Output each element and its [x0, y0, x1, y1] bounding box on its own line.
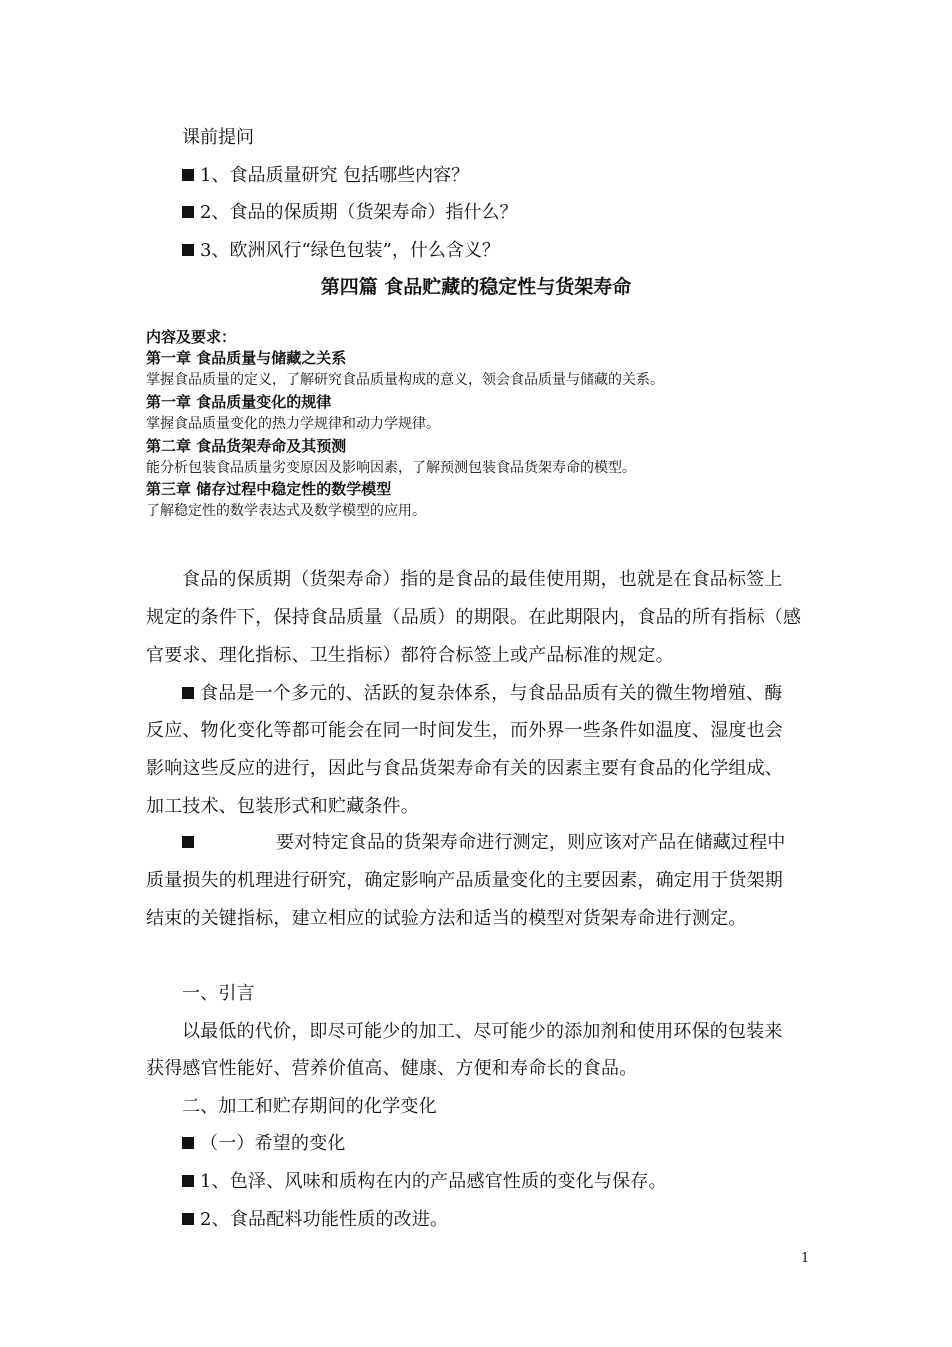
paragraph-line: 规定的条件下，保持食品质量（品质）的期限。在此期限内，食品的所有指标（感: [146, 607, 802, 628]
square-bullet-icon: [182, 836, 194, 848]
paragraph-line: 质量损失的机理进行研究，确定影响产品质量变化的主要因素，确定用于货架期: [146, 870, 783, 891]
square-bullet-icon: [182, 169, 194, 181]
requirement-desc: 掌握食品质量变化的热力学规律和动力学规律。: [146, 416, 440, 432]
requirement-title: 第一章 食品质量与储藏之关系: [146, 349, 347, 367]
question-item: 3、欧洲风行“绿色包装”，什么含义？: [182, 236, 500, 262]
question-item: 1、食品质量研究 包括哪些内容？: [182, 161, 469, 187]
pre-questions-heading: 课前提问: [182, 127, 254, 148]
requirement-desc: 掌握食品质量的定义，了解研究食品质量构成的意义，领会食品质量与储藏的关系。: [146, 372, 664, 388]
page-number: 1: [801, 1251, 810, 1266]
paragraph-line: 结束的关键指标，建立相应的试验方法和适当的模型对货架寿命进行测定。: [146, 908, 747, 929]
list-item: （一）希望的变化: [182, 1129, 346, 1155]
paragraph-line: 官要求、理化指标、卫生指标）都符合标签上或产品标准的规定。: [146, 645, 674, 666]
paragraph-line: 影响这些反应的进行，因此与食品货架寿命有关的因素主要有食品的化学组成、: [146, 758, 783, 779]
requirement-title: 第二章 食品货架寿命及其预测: [146, 437, 347, 455]
chapter-title: 第四篇 食品贮藏的稳定性与货架寿命: [320, 276, 632, 298]
paragraph-line: 要对特定食品的货架寿命进行测定，则应该对产品在储藏过程中: [182, 828, 786, 854]
requirement-desc: 了解稳定性的数学表达式及数学模型的应用。: [146, 503, 426, 519]
square-bullet-icon: [182, 206, 194, 218]
square-bullet-icon: [182, 1137, 194, 1149]
requirement-desc: 能分析包装食品质量劣变原因及影响因素，了解预测包装食品货架寿命的模型。: [146, 460, 636, 476]
list-item: 1、色泽、风味和质构在内的产品感官性质的变化与保存。: [182, 1167, 667, 1193]
requirement-title: 第三章 储存过程中稳定性的数学模型: [146, 480, 392, 498]
section-heading: 二、加工和贮存期间的化学变化: [182, 1096, 437, 1117]
paragraph-line: 以最低的代价，即尽可能少的加工、尽可能少的添加剂和使用环保的包装来: [182, 1021, 783, 1042]
paragraph-line: 获得感官性能好、营养价值高、健康、方便和寿命长的食品。: [146, 1058, 638, 1079]
list-item: 2、食品配料功能性质的改进。: [182, 1205, 448, 1231]
intro-heading: 一、引言: [182, 983, 255, 1004]
requirement-title: 第一章 食品质量变化的规律: [146, 393, 332, 411]
square-bullet-icon: [182, 244, 194, 256]
paragraph-line: 加工技术、包装形式和贮藏条件。: [146, 796, 419, 817]
paragraph-line: 反应、物化变化等都可能会在同一时间发生，而外界一些条件如温度、湿度也会: [146, 720, 783, 741]
paragraph-line: 食品是一个多元的、活跃的复杂体系，与食品品质有关的微生物增殖、酶: [182, 679, 782, 705]
square-bullet-icon: [182, 687, 194, 699]
square-bullet-icon: [182, 1175, 194, 1187]
requirements-heading: 内容及要求：: [146, 328, 237, 346]
question-item: 2、食品的保质期（货架寿命）指什么？: [182, 198, 517, 224]
paragraph-line: 食品的保质期（货架寿命）指的是食品的最佳使用期，也就是在食品标签上: [182, 569, 783, 590]
square-bullet-icon: [182, 1213, 194, 1225]
